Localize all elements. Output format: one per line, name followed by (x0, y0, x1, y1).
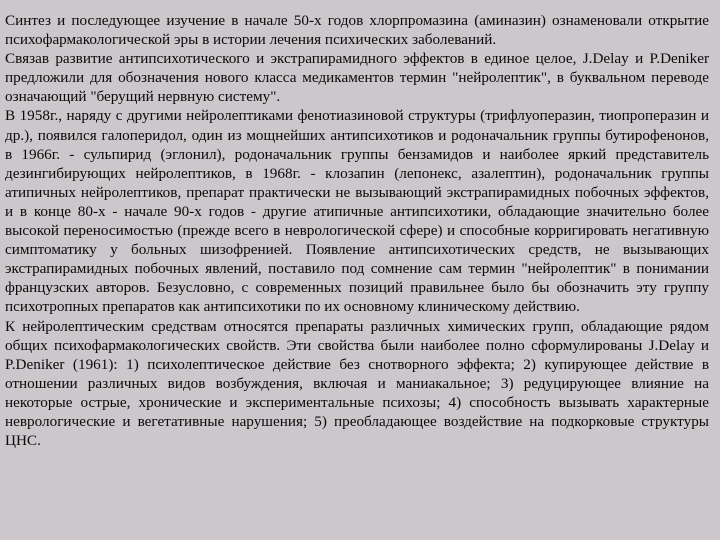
paragraph-neuroleptic-properties: К нейролептическим средствам относятся препараты различных химических групп, обладающие рядом общих психофармакологических свойств. Эти свойства были наиболее полно сформулированы J.Delay и P.Deniker (1961): 1) психолептическое действие без снотворного эффекта; 2) купирующее действие в отношении различных видов возбуждения, включая и маниакальное; 3) редуцирующее влияние на некоторые острые, хронические и экспериментальные психозы; 4) способность вызывать характерные неврологические и вегетативные нарушения; 5) преобладающее воздействие на подкорковые структуры ЦНС. (5, 317, 709, 450)
document-body (5, 11, 709, 450)
paragraph-chlorpromazine-intro: Синтез и последующее изучение в начале 50-х годов хлорпромазина (аминазин) ознаменовали открытие психофармакологической эры в истории лечения психических заболеваний. (5, 12, 709, 49)
paragraph-neuroleptic-term: Связав развитие антипсихотического и экстрапирамидного эффектов в единое целое, J.Delay и P.Deniker предложили для обозначения нового класса медикаментов термин "нейролептик", в буквальном переводе означающий "берущий нервную систему". (5, 50, 709, 106)
paragraph-antipsychotic-history: В 1958г., наряду с другими нейролептиками фенотиазиновой структуры (трифлуоперазин, тиопроперазин и др.), появился галоперидол, один из мощнейших антипсихотиков и родоначальник группы бутирофенонов, в 1966г. - сульпирид (эглонил), родоначальник группы бензамидов и наиболее яркий представитель дезингибирующих нейролептиков, в 1968г. - клозапин (лепонекс, азалептин), родоначальник группы атипичных нейролептиков, препарат практически не вызывающий экстрапирамидных побочных эффектов, и в конце 80-х - начале 90-х годов - другие атипичные антипсихотики, обладающие значительно более высокой переносимостью (прежде всего в неврологической сфере) и способные корригировать негативную симптоматику у больных шизофренией. Появление антипсихотических средств, не вызывающих экстрапирамидных побочных явлений, поставило под сомнение сам термин "нейролептик" в понимании французских авторов. Безусловно, с современных позиций правильнее было бы обозначить эту группу психотропных препаратов как антипсихотики по их основному клиническому действию. (5, 107, 709, 316)
